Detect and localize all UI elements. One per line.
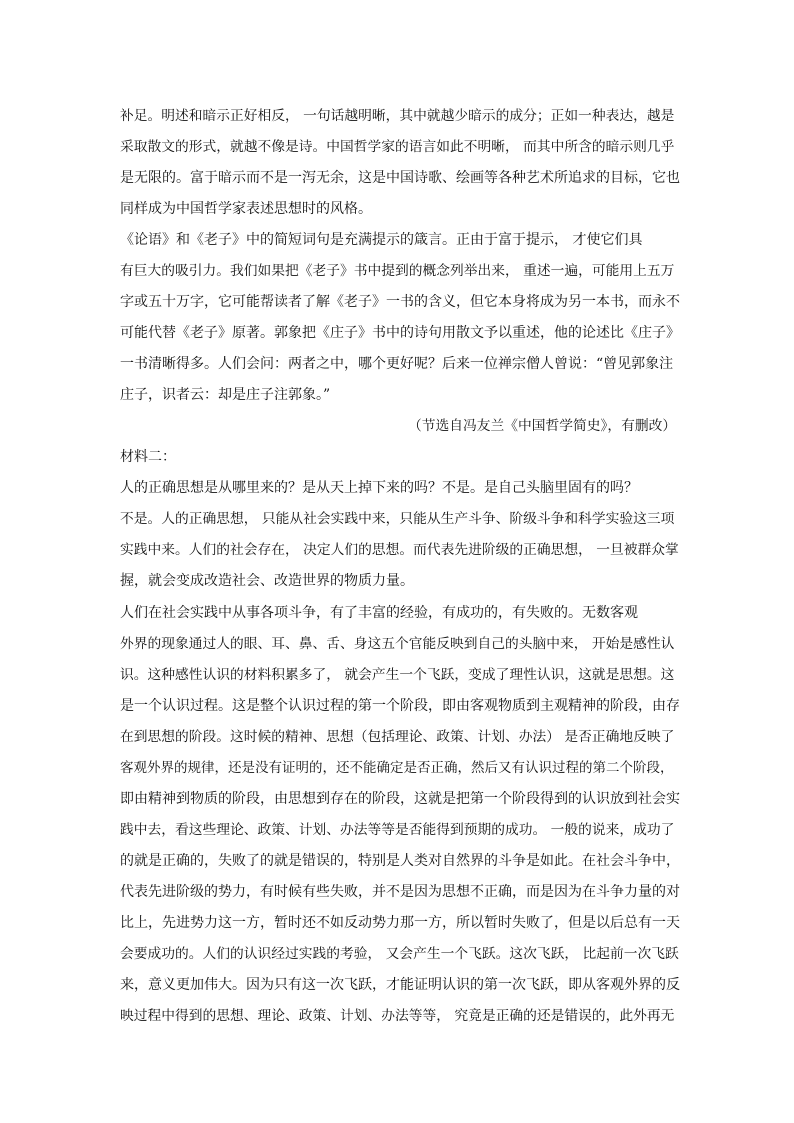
- text-line: 人们在社会实践中从事各项斗争，有了丰富的经验，有成功的，有失败的。无数客观: [120, 605, 638, 621]
- text-line: 补足。明述和暗示正好相反， 一句话越明晰，其中就越少暗示的成分；正如一种表达，越是: [120, 108, 675, 124]
- text-line: 是无限的。富于暗示而不是一泻无余，这是中国诗歌、绘画等各种艺术所追求的目标，它也: [120, 170, 680, 186]
- text-line: 实践中来。人们的社会存在， 决定人们的思想。而代表先进阶级的正确思想， 一旦被群众掌: [120, 542, 679, 558]
- text-line: 的就是正确的，失败了的就是错误的，特别是人类对自然界的斗争是如此。在社会斗争中，: [120, 853, 680, 869]
- text-line: 不是。人的正确思想， 只能从社会实践中来，只能从生产斗争、阶级斗争和科学实验这三项: [120, 511, 675, 527]
- text-line: 外界的现象通过人的眼、耳、鼻、舌、身这五个官能反映到自己的头脑中来， 开始是感性认: [120, 636, 675, 652]
- section-heading: 材料二：: [120, 449, 176, 465]
- text-line: 是一个认识过程。这是整个认识过程的第一个阶段，即由客观物质到主观精神的阶段，由存: [120, 698, 680, 714]
- text-line: 即由精神到物质的阶段，由思想到存在的阶段，这就是把第一个阶段得到的认识放到社会实: [120, 791, 680, 807]
- text-line: 庄子，识者云：却是庄子注郭象。”: [120, 387, 331, 403]
- text-line: 字或五十万字，它可能帮读者了解《老子》一书的含义，但它本身将成为另一本书，而永不: [120, 294, 680, 310]
- source-citation: （节选自冯友兰《中国哲学简史》，有删改）: [408, 418, 677, 434]
- text-line: 代表先进阶级的势力，有时候有些失败，并不是因为思想不正确，而是因为在斗争力量的对: [120, 884, 680, 900]
- text-line: 人的正确思想是从哪里来的？是从天上掉下来的吗？不是。是自己头脑里固有的吗？: [120, 480, 638, 496]
- text-line: 一书清晰得多。人们会问：两者之中，哪个更好呢？后来一位禅宗僧人曾说：“曾见郭象注: [120, 356, 674, 372]
- text-line: 《论语》和《老子》中的简短词句是充满提示的箴言。正由于富于提示， 才使它们具: [120, 232, 643, 248]
- text-line: 采取散文的形式，就越不像是诗。中国哲学家的语言如此不明晰， 而其中所含的暗示则几乎: [120, 139, 675, 155]
- text-line: 来，意义更加伟大。因为只有这一次飞跃，才能证明认识的第一次飞跃，即从客观外界的反: [120, 977, 680, 993]
- text-line: 践中去，看这些理论、政策、计划、办法等等是否能得到预期的成功。 一般的说来，成功了: [120, 822, 675, 838]
- text-line: 握，就会变成改造社会、改造世界的物质力量。: [120, 573, 414, 589]
- text-line: 在到思想的阶段。这时候的精神、思想（包括理论、政策、计划、办法） 是否正确地反映了: [120, 729, 675, 745]
- text-line: 比上，先进势力这一方，暂时还不如反动势力那一方，所以暂时失败了，但是以后总有一天: [120, 915, 680, 931]
- text-line: 同样成为中国哲学家表述思想时的风格。: [120, 201, 372, 217]
- text-line: 会要成功的。人们的认识经过实践的考验， 又会产生一个飞跃。这次飞跃， 比起前一次飞跃: [120, 946, 679, 962]
- text-line: 客观外界的规律，还是没有证明的，还不能确定是否正确，然后又有认识过程的第二个阶段，: [120, 760, 674, 776]
- text-line: 可能代替《老子》原著。郭象把《庄子》书中的诗句用散文予以重述，他的论述比《庄子》: [120, 325, 680, 341]
- text-line: 映过程中得到的思想、理论、政策、计划、办法等等， 究竟是正确的还是错误的，此外再无: [120, 1008, 675, 1024]
- text-line: 有巨大的吸引力。我们如果把《老子》书中提到的概念列举出来， 重述一遍，可能用上五万: [120, 263, 675, 279]
- text-line: 识。这种感性认识的材料积累多了， 就会产生一个飞跃，变成了理性认识，这就是思想。这: [120, 667, 675, 683]
